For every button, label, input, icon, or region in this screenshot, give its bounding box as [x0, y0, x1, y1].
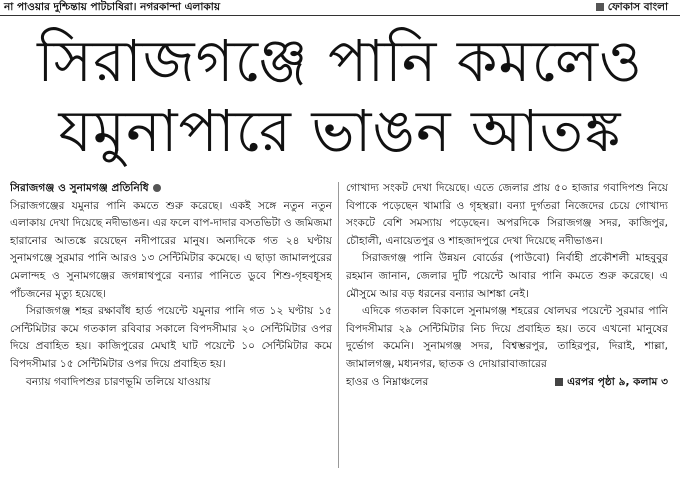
photo-caption: না পাওয়ার দুশ্চিন্তায় পাটচাষিরা। নগরকান্দা এলাকায় — [4, 1, 221, 13]
article-last-line — [346, 374, 668, 392]
headline-line-1: সিরাজগঞ্জে পানি কমলেও — [37, 27, 643, 95]
continuation-label[interactable]: এরপর পৃষ্ঠা ৯, কলাম ৩ — [567, 375, 668, 388]
article-paragraph: গোখাদ্য সংকট দেখা দিয়েছে। এতে জেলার প্রায় ৫০ হাজার গবাদিপশু নিয়ে বিপাকে পড়েছেন খামারি ও গৃহস্থরা। বন্যা দুর্গতরা নিজেদের চেয়ে গোখাদ্য সংকটে বেশি সমস্যায় পড়েছেন। অপরদিকে সিরাজগঞ্জ সদর, কাজিপুর, চৌহালী, এনায়েতপুর ও শাহজাদপুরে দেখা দিয়েছে নদীভাঙন। — [346, 182, 668, 247]
top-rule — [0, 15, 680, 16]
headline — [0, 26, 680, 166]
continuation-note[interactable] — [555, 374, 668, 392]
byline — [10, 180, 332, 198]
headline-line-2: যমুনাপারে ভাঙন আতঙ্ক — [58, 97, 622, 165]
article-paragraph: সিরাজগঞ্জের যমুনার পানি কমতে শুরু করেছে। একই সঙ্গে নতুন নতুন এলাকায় দেখা দিয়েছে নদীভাঙন। এর ফলে বাপ-দাদার বসতভিটা ও জমিজমা হারানোর আতঙ্কে রয়েছেন নদীপারের মানুষ। অন্যদিকে গত ২৪ ঘণ্টায় সুনামগঞ্জে সুরমার পানি আরও ১৩ সেন্টিমিটার কমেছে। এ ছাড়া জামালপুরের মেলান্দহ ও সুনামগঞ্জের জগন্নাথপুরে বন্যার পানিতে ডুবে শিশু-গৃহবধূসহ পাঁচজনের মৃত্যু হয়েছে। — [10, 199, 332, 300]
article-paragraph: এদিকে গতকাল বিকালে সুনামগঞ্জ শহরের ষোলঘর পয়েন্টে সুরমার পানি বিপদসীমার ২৯ সেন্টিমিটার নিচ দিয়ে প্রবাহিত হয়। তবে এখনো মানুষের দুর্ভোগ কমেনি। সুনামগঞ্জ সদর, বিশ্বম্ভরপুর, তাহিরপুর, দিরাই, শাল্লা, জামালগঞ্জ, মধ্যনগর, ছাতক ও দোয়ারাবাজারের — [346, 305, 668, 370]
article-paragraph: সিরাজগঞ্জ পানি উন্নয়ন বোর্ডের (পাউবো) নির্বাহী প্রকৌশলী মাহবুবুর রহমান জানান, জেলার দুটি পয়েন্টে আবার পানি কমতে শুরু করেছে। এ মৌসুমে আর বড় ধরনের বন্যার আশঙ্কা নেই। — [346, 252, 668, 300]
photo-caption-bar — [0, 0, 680, 14]
article-paragraph: সিরাজগঞ্জ শহর রক্ষাবাঁধ হার্ড পয়েন্টে যমুনার পানি গত ১২ ঘণ্টায় ১৫ সেন্টিমিটার কমে গতকাল রবিবার সকালে বিপদসীমার ২০ সেন্টিমিটার ওপর দিয়ে প্রবাহিত হয়। কাজিপুরের মেঘাই ঘাট পয়েন্টে ১০ সেন্টিমিটার কমে বিপদসীমার ১৫ সেন্টিমিটার ওপর দিয়ে প্রবাহিত হয়। — [10, 305, 332, 370]
square-bullet-icon — [555, 378, 563, 386]
byline-text: সিরাজগঞ্জ ও সুনামগঞ্জ প্রতিনিধি — [10, 182, 149, 194]
article-last-line-text: হাওর ও নিম্নাঞ্চলের — [346, 375, 429, 388]
circle-bullet-icon — [153, 184, 161, 192]
article-paragraph: বন্যায় গবাদিপশুর চারণভূমি তলিয়ে যাওয়ায় — [26, 375, 211, 388]
article-column-left — [10, 180, 332, 470]
square-bullet-icon — [596, 3, 604, 11]
article-column-right — [346, 180, 668, 470]
photo-credit — [596, 0, 668, 14]
photo-credit-label: ফোকাস বাংলা — [607, 1, 668, 13]
column-divider — [338, 182, 339, 468]
